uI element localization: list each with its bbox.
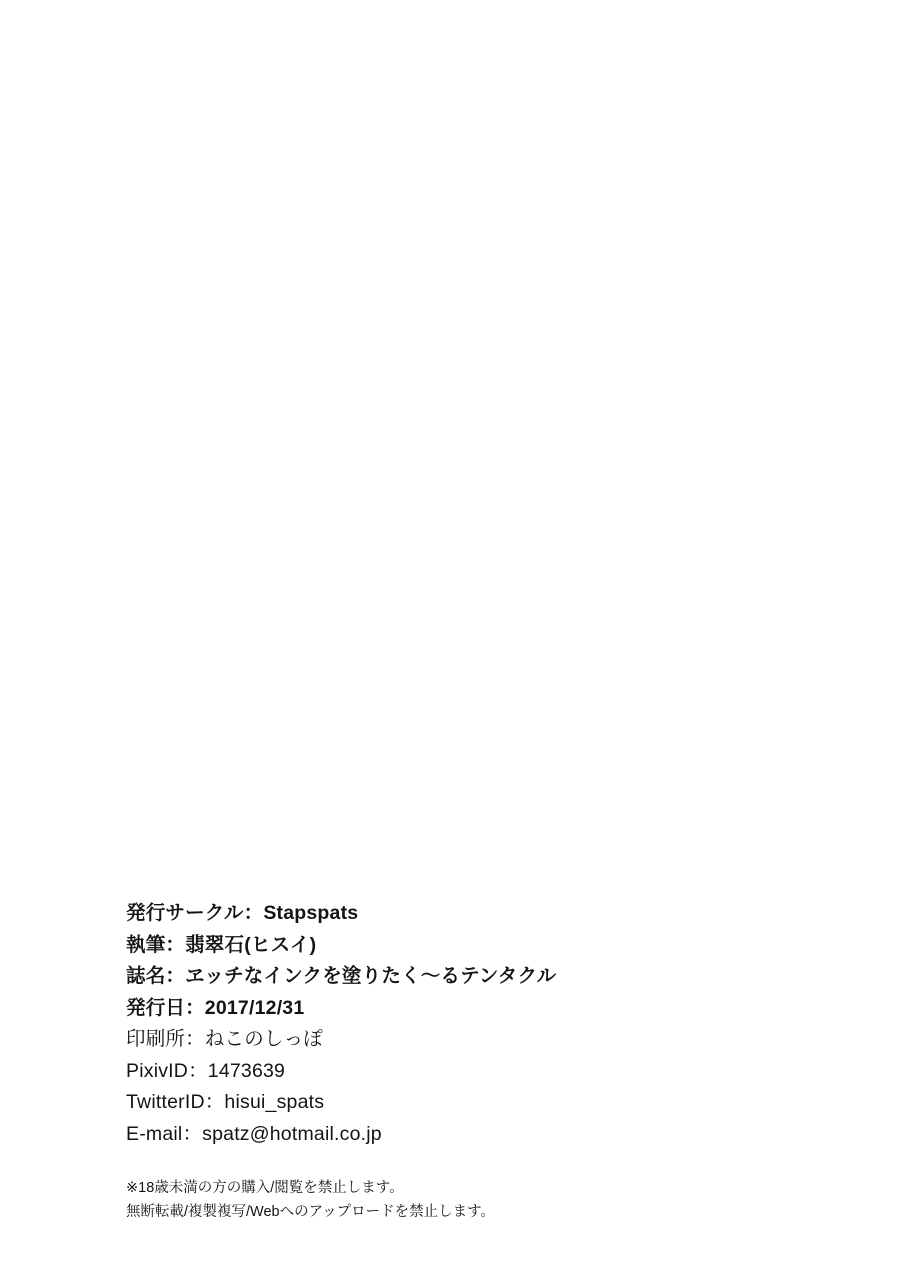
colophon-line-twitter-id: TwitterID：hisui_spats — [126, 1091, 325, 1113]
colophon-notice-reproduction: 無断転載/複製複写/Webへのアップロードを禁止します。 — [126, 1204, 495, 1220]
colophon-notice-age-restriction: ※18歳未満の方の購入/閲覧を禁止します。 — [126, 1180, 404, 1196]
colophon-block — [126, 898, 826, 1224]
colophon-main-lines — [126, 898, 826, 1150]
colophon-line-circle: 発行サークル：Stapspats — [126, 902, 359, 924]
colophon-line-title: 誌名：ヱッチなインクを塗りたく～るテンタクル — [126, 965, 557, 987]
colophon-line-author: 執筆：翡翠石(ヒスイ) — [126, 933, 317, 956]
colophon-line-publish-date: 発行日：2017/12/31 — [126, 996, 305, 1019]
colophon-notice-block — [126, 1176, 826, 1224]
colophon-line-printer: 印刷所：ねこのしっぽ — [126, 1028, 324, 1050]
colophon-line-pixiv-id: PixivID：1473639 — [126, 1059, 286, 1082]
colophon-line-email: E-mail：spatz@hotmail.co.jp — [126, 1122, 382, 1145]
